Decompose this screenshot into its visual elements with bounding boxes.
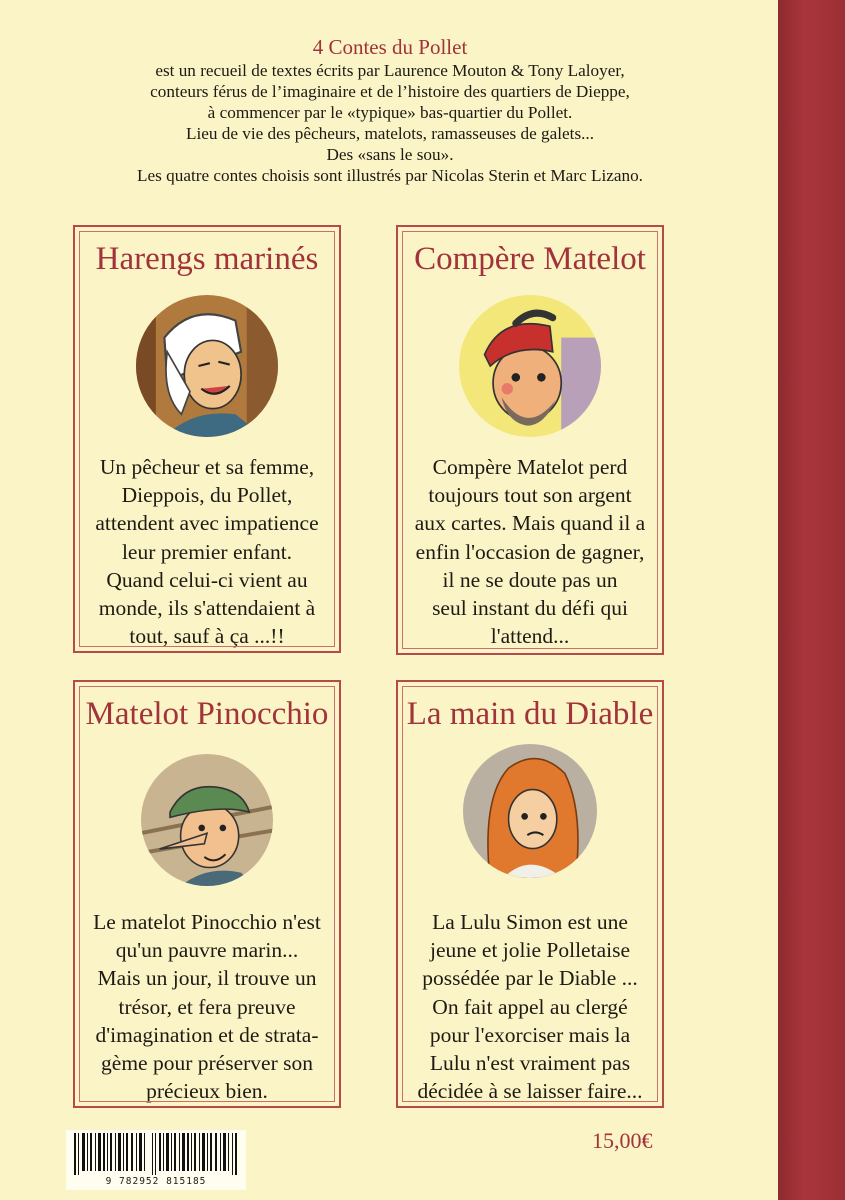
- summary-line: qu'un pauvre marin...: [115, 938, 299, 963]
- intro-line: Les quatre contes choisis sont illustrés par Nicolas Sterin et Marc Lizano.: [137, 166, 643, 185]
- story-title: Matelot Pinocchio: [85, 696, 329, 732]
- story-card-matelot-pinocchio: [73, 680, 341, 1108]
- intro-line: Des «sans le sou».: [326, 145, 454, 164]
- story-card-harengs: [73, 225, 341, 653]
- summary-line: Un pêcheur et sa femme,: [99, 455, 315, 479]
- story-title: Harengs marinés: [95, 241, 319, 277]
- summary-line: possédée par le Diable ...: [422, 966, 638, 991]
- pinocchio-portrait: [141, 754, 273, 886]
- sailor-portrait: [459, 295, 601, 437]
- intro-line: Lieu de vie des pêcheurs, matelots, ramasseuses de galets...: [185, 124, 595, 143]
- summary-line: décidée à se laisser faire...: [417, 1079, 643, 1104]
- summary-line: jeune et jolie Polletaise: [429, 938, 630, 963]
- isbn-digits: 9 782952 815185: [105, 1176, 207, 1187]
- summary-line: Compère Matelot perd: [432, 455, 628, 479]
- summary-line: aux cartes. Mais quand il a: [414, 511, 646, 536]
- summary-line: enfin l'occasion de gagner,: [415, 539, 645, 564]
- summary-line: monde, ils s'attendaient à: [98, 596, 316, 621]
- story-title: La main du Diable: [406, 696, 654, 732]
- intro-line: à commencer par le «typique» bas-quartier du Pollet.: [207, 103, 573, 122]
- story-card-compere-matelot: [396, 225, 664, 655]
- summary-line: Quand celui-ci vient au: [106, 567, 308, 592]
- summary-line: précieux bien.: [146, 1079, 268, 1104]
- story-title: Compère Matelot: [414, 241, 646, 277]
- summary-line: toujours tout son argent: [428, 483, 632, 508]
- summary-line: Lulu n'est vraiment pas: [429, 1051, 631, 1076]
- summary-line: gème pour préserver son: [101, 1051, 313, 1076]
- story-summary: [75, 908, 339, 1105]
- summary-line: d'imagination et de strata-: [95, 1022, 319, 1047]
- summary-line: trésor, et fera preuve: [118, 994, 296, 1019]
- story-summary: [75, 453, 339, 650]
- summary-line: l'attend...: [490, 624, 570, 649]
- story-summary: [398, 908, 662, 1105]
- story-summary: [398, 453, 662, 650]
- summary-line: Mais un jour, il trouve un: [97, 966, 317, 991]
- summary-line: attendent avec impatience: [95, 511, 319, 536]
- price-label: 15,00€: [592, 1128, 653, 1153]
- isbn-barcode: [66, 1130, 246, 1190]
- summary-line: La Lulu Simon est une: [432, 910, 628, 934]
- summary-line: Le matelot Pinocchio n'est: [93, 910, 321, 934]
- summary-line: leur premier enfant.: [121, 539, 293, 564]
- book-title: 4 Contes du Pollet: [312, 35, 468, 59]
- book-spine-band: [778, 0, 845, 1200]
- summary-line: pour l'exorciser mais la: [429, 1022, 631, 1047]
- barcode-bars: [74, 1133, 238, 1175]
- summary-line: On fait appel au clergé: [432, 994, 628, 1019]
- summary-line: tout, sauf à ça ...!!: [129, 624, 285, 649]
- summary-line: Dieppois, du Pollet,: [121, 483, 293, 508]
- summary-line: il ne se doute pas un: [442, 567, 618, 592]
- intro-line: est un recueil de textes écrits par Laurence Mouton & Tony Laloyer,: [155, 61, 625, 80]
- intro-line: conteurs férus de l’imaginaire et de l’histoire des quartiers de Dieppe,: [150, 82, 630, 101]
- intro-blurb: [40, 34, 740, 186]
- lulu-portrait: [463, 744, 597, 878]
- summary-line: seul instant du défi qui: [432, 596, 628, 621]
- story-card-main-du-diable: [396, 680, 664, 1108]
- fisherman-wife-portrait: [136, 295, 278, 437]
